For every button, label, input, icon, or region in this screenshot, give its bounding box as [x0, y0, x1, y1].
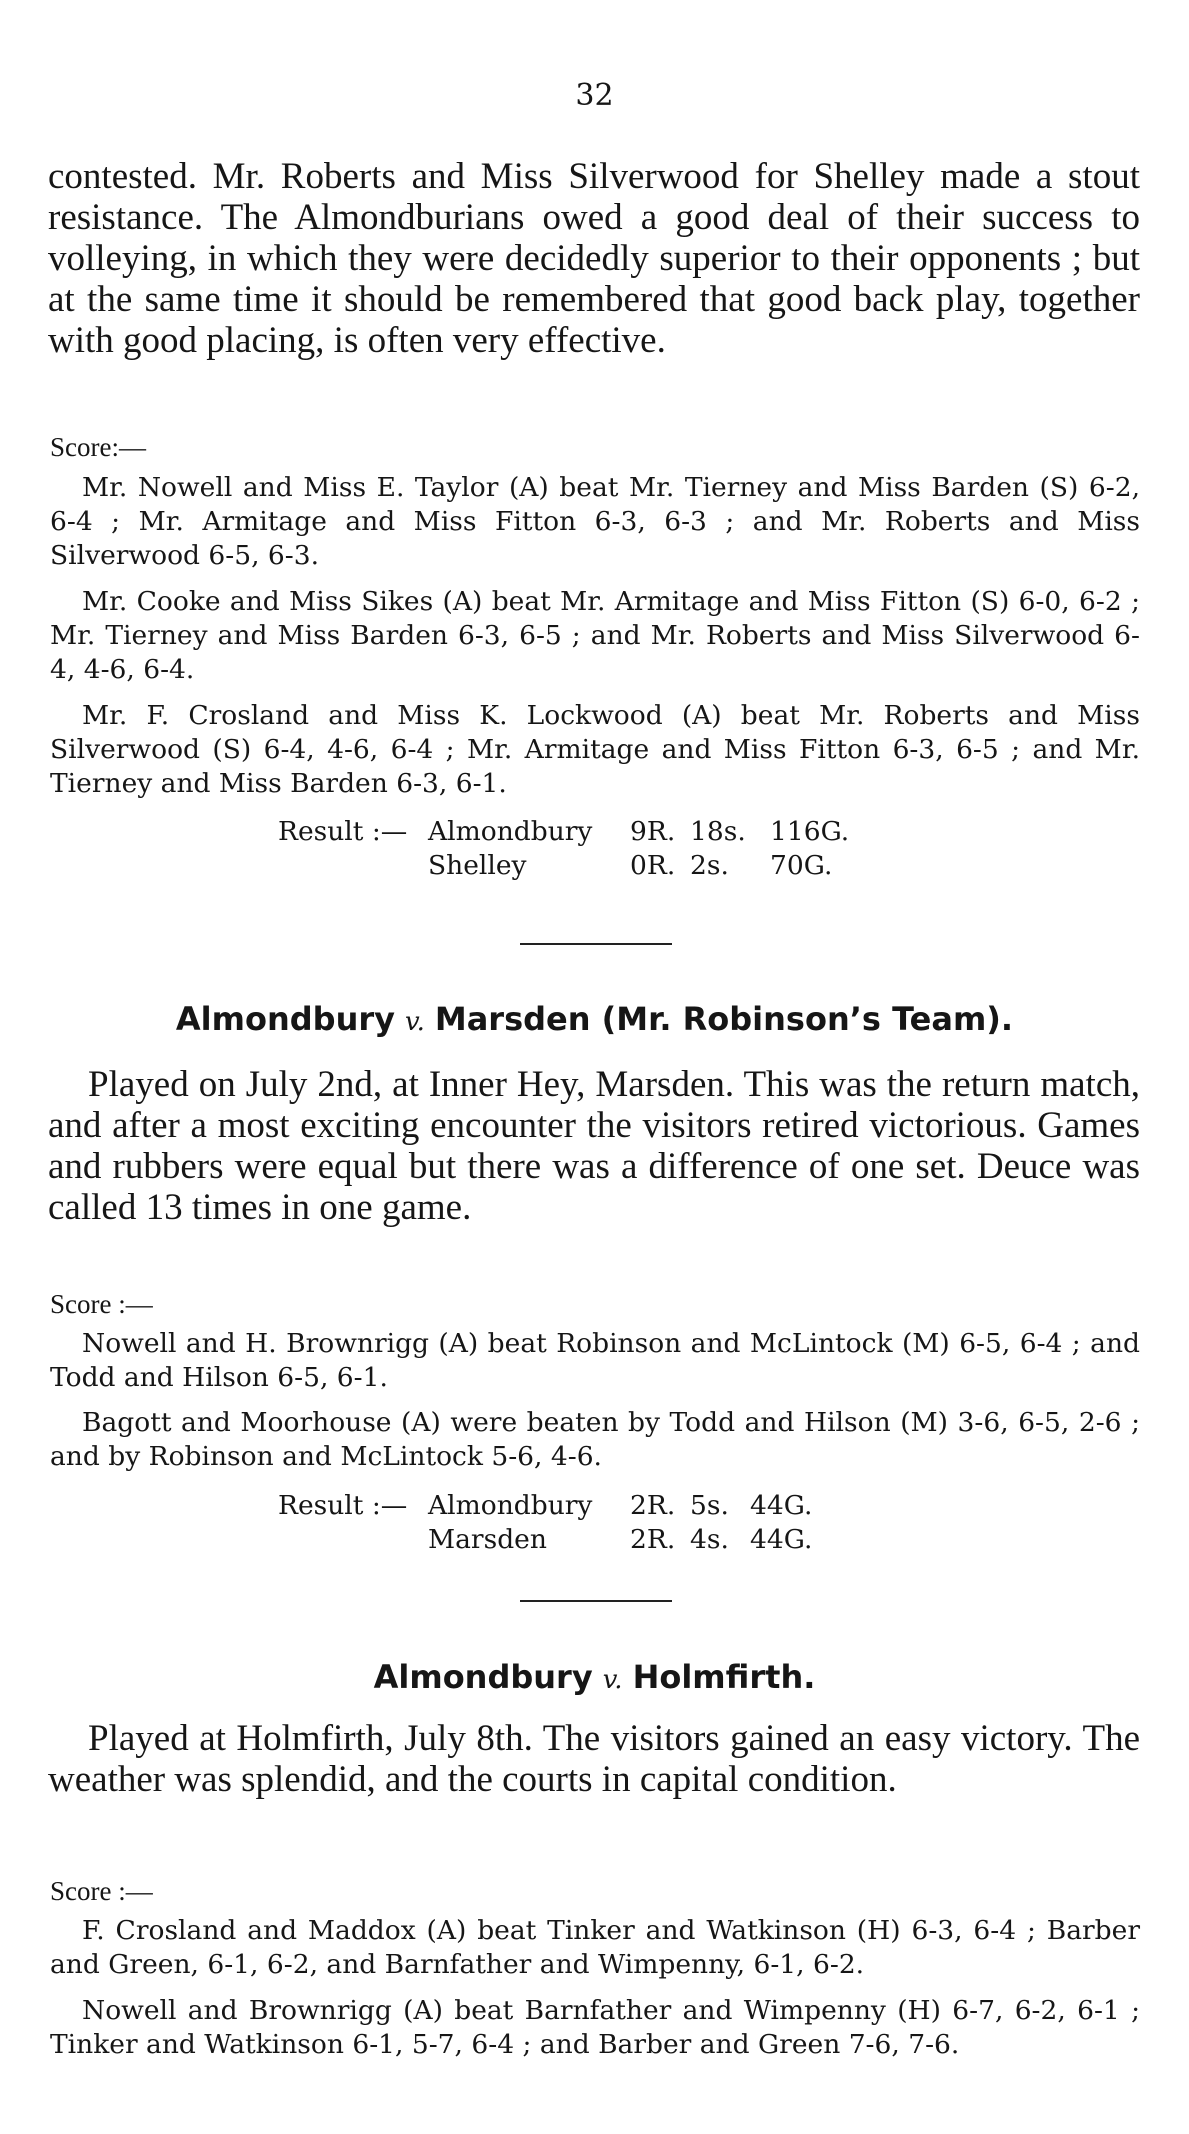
shelley-result [278, 815, 878, 887]
holmfirth-heading [0, 1658, 1189, 1696]
shelley-result-rubbers-2: 0R. [630, 850, 676, 881]
marsden-heading-away: Marsden (Mr. Robinson’s Team). [434, 1000, 1014, 1038]
section-divider [520, 1600, 672, 1602]
shelley-match-3: Mr. F. Crosland and Miss K. Lockwood (A) beat Mr. Roberts and Miss Silverwood (S) 6-4, 4-6, 6-4 ; Mr. Armitage and Miss Fitton 6-3, 6-5 ; and Mr. Tierney and Miss Barden 6-3, 6-1. [50, 700, 1140, 799]
page-number: 32 [575, 78, 614, 113]
marsden-paragraph: Played on July 2nd, at Inner Hey, Marsden. This was the return match, and after a most exciting encounter the visitors retired victorious. Games and rubbers were equal but there was a difference of one set. Deuce was called 13 times in one game. [48, 1064, 1140, 1228]
holmfirth-heading-away: Holmfirth. [632, 1658, 816, 1696]
shelley-result-label: Result :— [278, 816, 408, 847]
shelley-result-games-1: 116G. [770, 816, 850, 847]
shelley-match-2: Mr. Cooke and Miss Sikes (A) beat Mr. Armitage and Miss Fitton (S) 6-0, 6-2 ; Mr. Tierney and Miss Barden 6-3, 6-5 ; and Mr. Roberts and Miss Silverwood 6-4, 4-6, 6-4. [50, 586, 1140, 685]
holmfirth-match-2: Nowell and Brownrigg (A) beat Barnfather and Wimpenny (H) 6-7, 6-2, 6-1 ; Tinker and Watkinson 6-1, 5-7, 6-4 ; and Barber and Green 7-6, 7-6. [50, 1995, 1140, 2060]
marsden-score-label: Score :— [50, 1289, 153, 1319]
section-divider [520, 943, 672, 945]
marsden-result-sets-1: 5s. [690, 1490, 729, 1521]
shelley-result-sets-2: 2s. [690, 850, 729, 881]
holmfirth-match-1: F. Crosland and Maddox (A) beat Tinker and Watkinson (H) 6-3, 6-4 ; Barber and Green, 6-1, 6-2, and Barnfather and Wimpenny, 6-1, 6-2. [50, 1915, 1140, 1980]
holmfirth-heading-home: Almondbury [373, 1658, 593, 1696]
marsden-result-team-1: Almondbury [428, 1490, 593, 1521]
holmfirth-paragraph: Played at Holmfirth, July 8th. The visitors gained an easy victory. The weather was splendid, and the courts in capital condition. [48, 1718, 1140, 1800]
intro-paragraph: contested. Mr. Roberts and Miss Silverwood for Shelley made a stout resistance. The Almondburians owed a good deal of their success to volleying, in which they were decidedly superior to their opponents ; but at the same time it should be remembered that good back play, together with good placing, is often very effective. [48, 156, 1140, 361]
shelley-result-sets-1: 18s. [690, 816, 746, 847]
shelley-result-games-2: 70G. [770, 850, 833, 881]
marsden-result-games-1: 44G. [750, 1490, 813, 1521]
shelley-result-rubbers-1: 9R. [630, 816, 676, 847]
shelley-result-team-2: Shelley [428, 850, 527, 881]
marsden-match-1: Nowell and H. Brownrigg (A) beat Robinson and McLintock (M) 6-5, 6-4 ; and Todd and Hilson 6-5, 6-1. [50, 1328, 1140, 1393]
holmfirth-score-label: Score :— [50, 1876, 153, 1906]
marsden-heading-versus: v. [404, 1007, 425, 1037]
holmfirth-heading-versus: v. [602, 1665, 623, 1695]
marsden-result-games-2: 44G. [750, 1524, 813, 1555]
marsden-result-rubbers-2: 2R. [630, 1524, 676, 1555]
marsden-result-team-2: Marsden [428, 1524, 547, 1555]
marsden-heading-home: Almondbury [175, 1000, 395, 1038]
marsden-result-rubbers-1: 2R. [630, 1490, 676, 1521]
marsden-result-label: Result :— [278, 1490, 408, 1521]
shelley-score-label: Score:— [50, 432, 146, 462]
marsden-heading [0, 1000, 1189, 1038]
marsden-result [278, 1489, 878, 1561]
marsden-result-sets-2: 4s. [690, 1524, 729, 1555]
marsden-match-2: Bagott and Moorhouse (A) were beaten by Todd and Hilson (M) 3-6, 6-5, 2-6 ; and by Robinson and McLintock 5-6, 4-6. [50, 1407, 1140, 1472]
shelley-result-team-1: Almondbury [428, 816, 593, 847]
shelley-match-1: Mr. Nowell and Miss E. Taylor (A) beat Mr. Tierney and Miss Barden (S) 6-2, 6-4 ; Mr. Armitage and Miss Fitton 6-3, 6-3 ; and Mr. Roberts and Miss Silverwood 6-5, 6-3. [50, 472, 1140, 571]
